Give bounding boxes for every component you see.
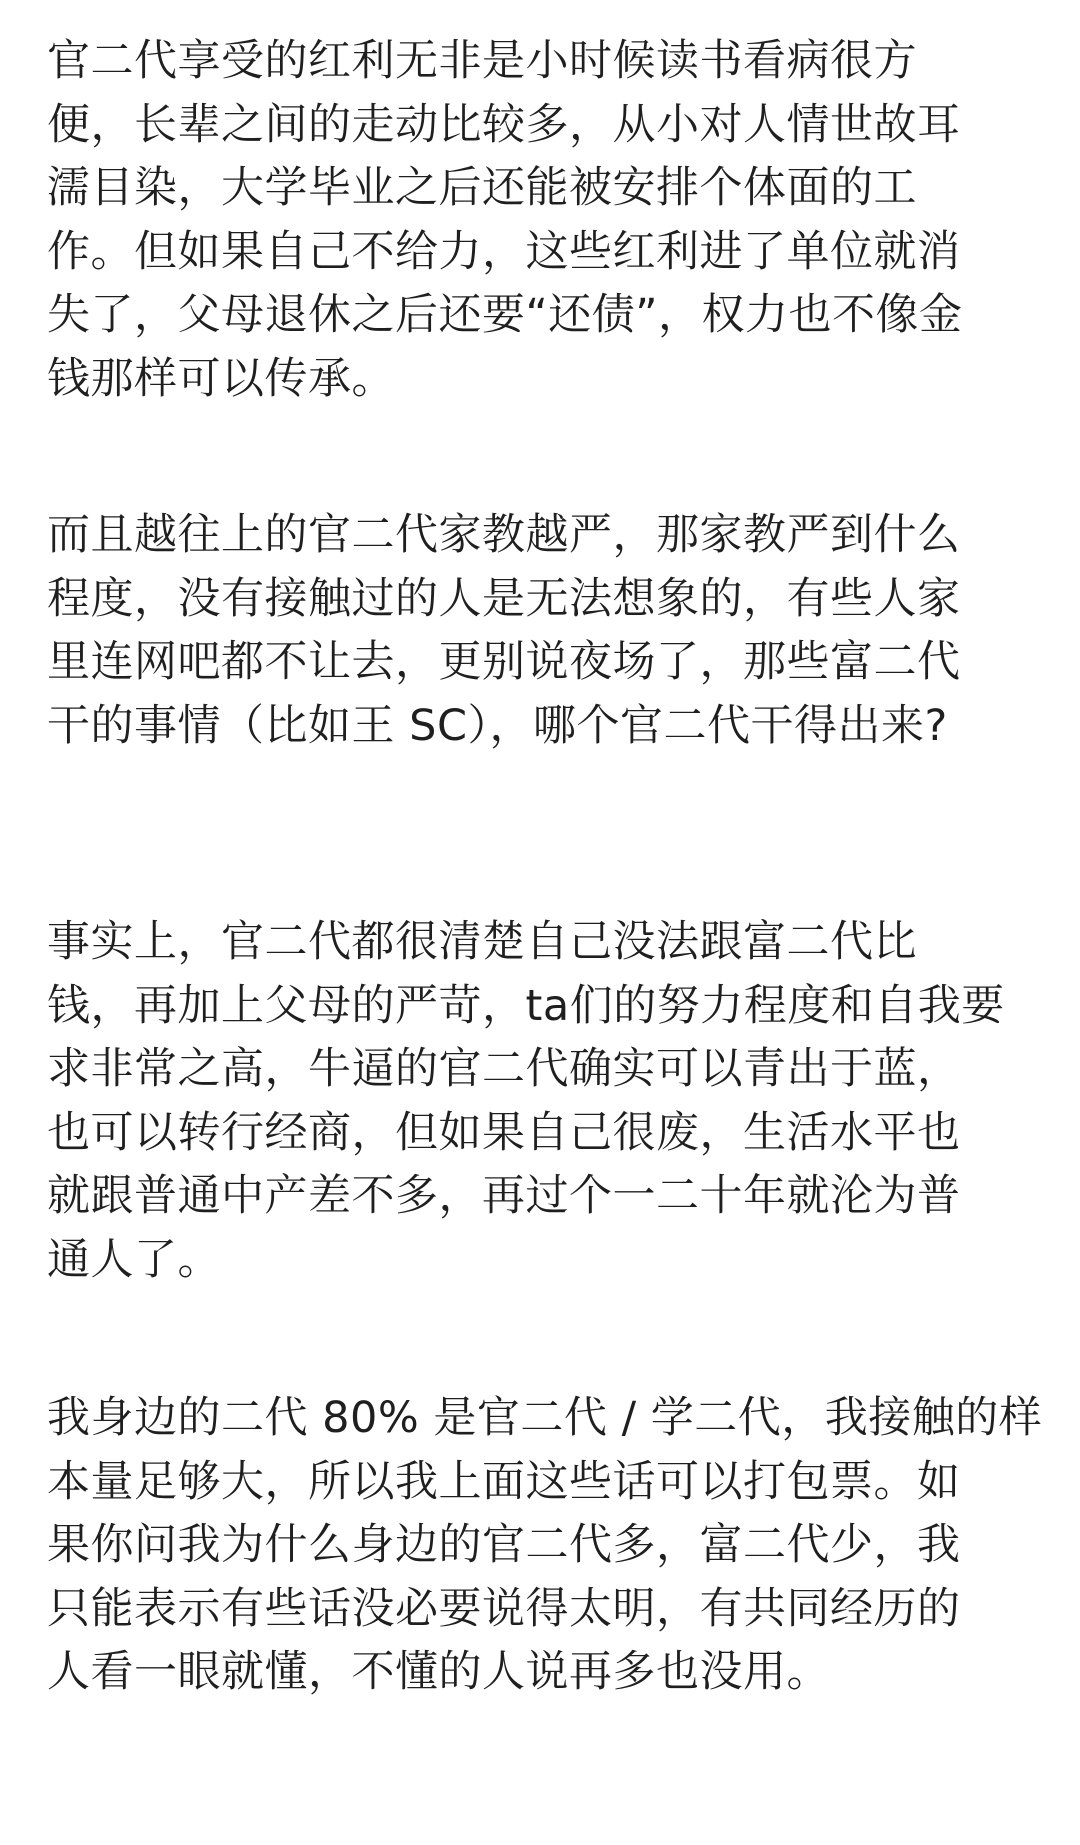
text-line: 钱，再加上父母的严苛，ta们的努力程度和自我要 <box>47 980 1005 1031</box>
paragraph-spacer <box>47 411 1047 504</box>
paragraph-1 <box>47 30 1047 411</box>
paragraph-4 <box>47 1387 1047 1705</box>
paragraph-2 <box>47 504 1047 758</box>
text-line: 失了，父母退休之后还要“还债”，权力也不像金 <box>47 290 963 340</box>
text-line: 干的事情（比如王 SC），哪个官二代干得出来? <box>47 700 948 751</box>
text-line: 人看一眼就懂，不懂的人说再多也没用。 <box>47 1647 830 1697</box>
text-line: 我身边的二代 80% 是官二代 / 学二代，我接触的样 <box>47 1393 1043 1443</box>
text-line: 果你问我为什么身边的官二代多，富二代少，我 <box>47 1520 961 1570</box>
text-line: 便，长辈之间的走动比较多，从小对人情世故耳 <box>47 99 961 150</box>
text-line: 就跟普通中产差不多，再过个一二十年就沦为普 <box>47 1171 961 1221</box>
post-body <box>47 30 1047 1705</box>
text-line: 事实上，官二代都很清楚自己没法跟富二代比 <box>47 917 917 967</box>
paragraph-3 <box>47 911 1047 1292</box>
text-line: 只能表示有些话没必要说得太明，有共同经历的 <box>47 1583 961 1634</box>
text-line: 程度，没有接触过的人是无法想象的，有些人家 <box>47 573 961 624</box>
text-line: 而且越往上的官二代家教越严，那家教严到什么 <box>47 510 961 560</box>
text-line: 也可以转行经商，但如果自己很废，生活水平也 <box>47 1107 961 1158</box>
paragraph-spacer <box>47 758 1047 911</box>
text-line: 作。但如果自己不给力，这些红利进了单位就消 <box>47 226 961 277</box>
text-line: 钱那样可以传承。 <box>47 353 395 404</box>
text-line: 通人了。 <box>47 1234 221 1285</box>
text-line: 里连网吧都不让去，更别说夜场了，那些富二代 <box>47 637 961 687</box>
text-line: 濡目染，大学毕业之后还能被安排个体面的工 <box>47 163 917 213</box>
text-line: 官二代享受的红利无非是小时候读书看病很方 <box>47 36 917 86</box>
text-line: 本量足够大，所以我上面这些话可以打包票。如 <box>47 1456 961 1507</box>
paragraph-spacer <box>47 1292 1047 1387</box>
text-line: 求非常之高，牛逼的官二代确实可以青出于蓝， <box>47 1044 961 1094</box>
